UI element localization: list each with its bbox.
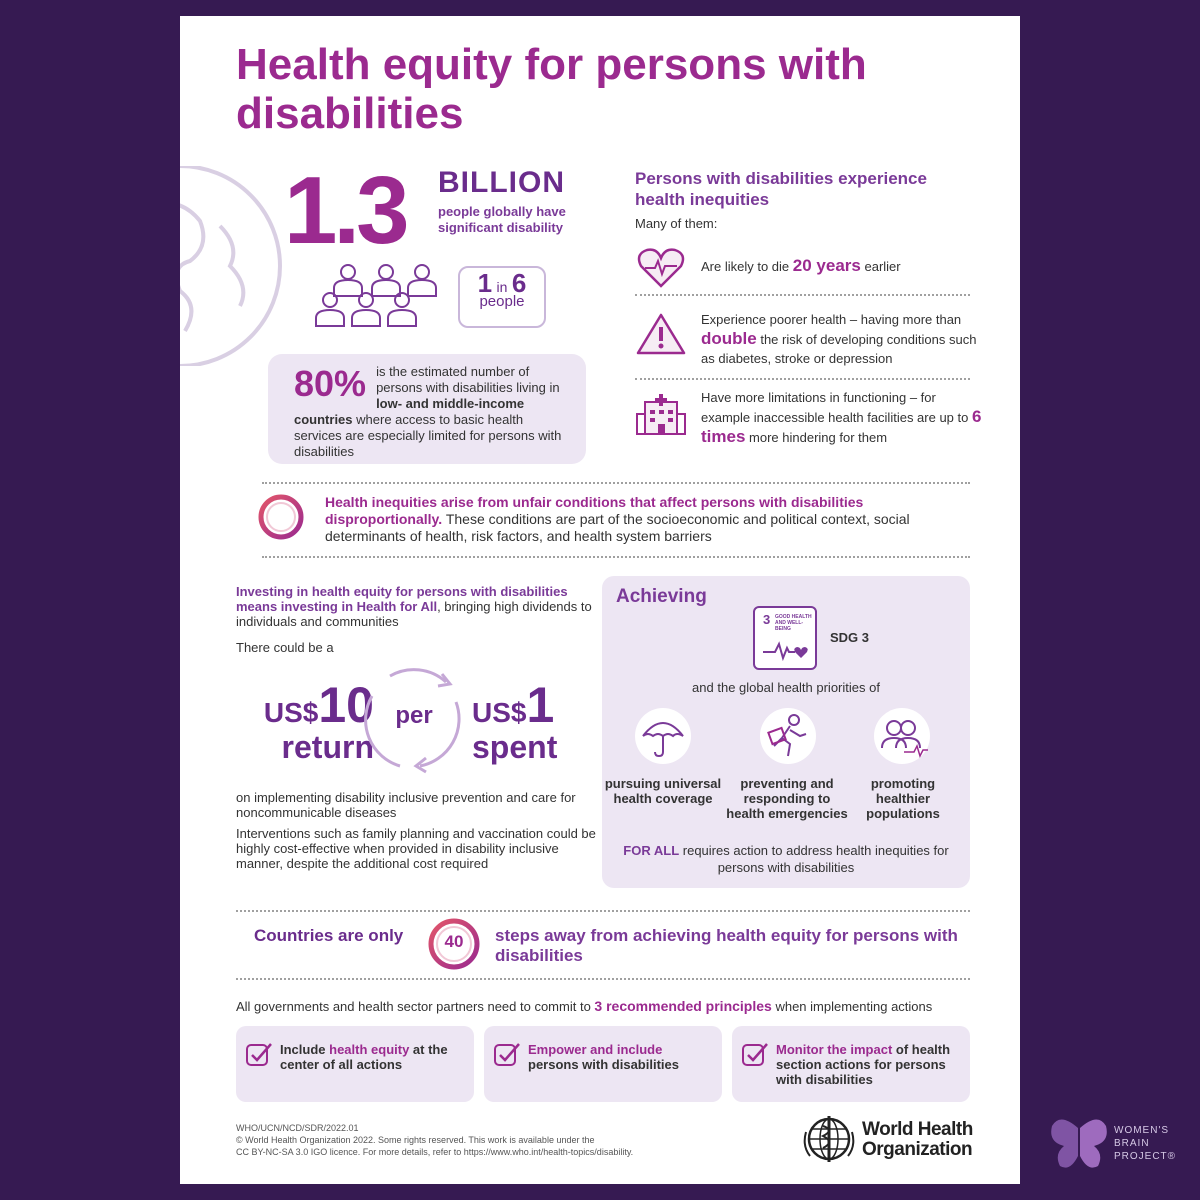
footer-line-1: © World Health Organization 2022. Some rights reserved. This work is available under the — [236, 1135, 595, 1145]
who-emblem-icon — [800, 1112, 858, 1166]
implement-text: on implementing disability inclusive prevention and care for noncommunicable diseases — [236, 790, 576, 820]
priority-label: preventing and responding to health emergencies — [726, 776, 848, 821]
inequity-item — [635, 244, 975, 294]
who-name-line-1: World Health — [862, 1119, 973, 1140]
one-in-six-badge — [458, 266, 546, 328]
inequity-pre: Are likely to die — [701, 259, 790, 274]
principles-intro-bold: 3 recommended principles — [594, 998, 772, 1014]
eighty-percent-box — [268, 354, 586, 464]
spent-word: spent — [472, 729, 558, 765]
interventions-text: Interventions such as family planning and vaccination could be highly cost-effective when provided in disability inclusive manner, despite the additional cost required — [236, 826, 596, 871]
steps-number: 40 — [444, 932, 464, 951]
population-icon — [874, 708, 930, 764]
per-label: per — [395, 702, 433, 729]
return-word: return — [281, 729, 374, 765]
stat-billion-subtitle: people globally have significant disability — [438, 204, 566, 235]
principle-highlight: health equity — [329, 1042, 410, 1057]
pct-value: 80% — [294, 363, 367, 404]
brand-name — [1114, 1124, 1176, 1163]
principle-text — [280, 1042, 466, 1072]
footer-notice — [236, 1122, 696, 1158]
divider — [635, 378, 970, 380]
investing-text — [236, 584, 596, 629]
principle-card — [236, 1026, 474, 1102]
spent-amount: 1 — [526, 677, 555, 733]
inequity-text — [701, 310, 983, 368]
stat-billion: BILLION — [438, 166, 565, 199]
return-amount: 10 — [318, 677, 374, 733]
brand-line-2: BRAIN — [1114, 1138, 1150, 1149]
divider — [236, 910, 970, 912]
inequity-post: earlier — [864, 259, 901, 274]
principle-card — [484, 1026, 722, 1102]
conditions-bold: Health inequities arise from unfair conditions that affect persons with disabilities disproportionally. — [325, 494, 864, 527]
divider — [262, 482, 970, 484]
page-title: Health equity for persons with disabilities — [236, 40, 867, 138]
stat-big-number: 1.3 — [284, 157, 406, 264]
principle-text — [776, 1042, 962, 1087]
inequity-pre: Have more limitations in functioning – for example inaccessible health facilities are up to — [701, 390, 969, 425]
who-name — [862, 1120, 973, 1160]
inequity-text — [701, 388, 983, 447]
ratio-one: 1 — [477, 268, 493, 298]
checkbox-check-icon — [492, 1040, 522, 1070]
principle-text-b: at the center of all actions — [280, 1042, 448, 1072]
footer-line-2: CC BY-NC-SA 3.0 IGO licence. For more details, refer to https://www.who.int/health-topics/disability. — [236, 1147, 634, 1157]
steps-text: steps away from achieving health equity for persons with disabilities — [495, 926, 958, 965]
spent-figure — [472, 676, 592, 764]
people-group-icon — [314, 262, 450, 334]
ratio-people: people — [479, 293, 525, 310]
pct-text-1: is the estimated number of persons with disabilities living in — [376, 364, 560, 395]
principles-intro-pre: All governments and health sector partners need to commit to — [236, 999, 591, 1014]
inequity-item — [635, 304, 975, 376]
priority-label: promoting healthier populations — [866, 776, 940, 821]
principles-intro — [236, 998, 976, 1014]
sdg-small-label: GOOD HEALTH AND WELL-BEING — [775, 614, 812, 632]
inequities-title: Persons with disabilities experience health inequities — [635, 169, 927, 209]
principle-text-b: persons with disabilities — [528, 1057, 679, 1072]
emergency-runner-icon — [760, 708, 816, 764]
ratio-six: 6 — [511, 268, 527, 298]
heart-pulse-icon — [635, 246, 687, 290]
inequity-em: double — [701, 329, 757, 348]
principle-highlight: Empower and include — [528, 1042, 663, 1057]
principle-card — [732, 1026, 970, 1102]
achieving-title: Achieving — [616, 586, 707, 607]
hospital-icon — [635, 392, 687, 436]
footer-code: WHO/UCN/NCD/SDR/2022.01 — [236, 1123, 359, 1133]
sdg3-badge — [753, 606, 817, 670]
inequity-post: more hindering for them — [749, 430, 888, 445]
could-text: There could be a — [236, 640, 334, 655]
priority-label: pursuing universal health coverage — [604, 776, 722, 806]
divider — [635, 294, 970, 296]
divider — [262, 556, 970, 558]
priorities-text: and the global health priorities of — [692, 680, 880, 695]
sdg-pulse-heart-icon — [763, 638, 809, 662]
checkbox-check-icon — [740, 1040, 770, 1070]
butterfly-logo-icon — [1048, 1118, 1110, 1172]
conditions-text — [325, 494, 965, 545]
principle-text — [528, 1042, 714, 1072]
principles-intro-post: when implementing actions — [775, 999, 933, 1014]
inequity-post: the risk of developing conditions such as diabetes, stroke or depression — [701, 332, 977, 366]
investing-bold: Investing in health equity for persons with disabilities means investing in Health for All — [236, 584, 568, 614]
pct-text-2: where access to basic health services are especially limited for persons with disabilities — [294, 412, 562, 459]
inequity-pre: Experience poorer health – having more than — [701, 312, 962, 327]
spent-currency: US$ — [472, 697, 527, 728]
inequity-item — [635, 384, 982, 456]
for-all-text — [602, 842, 970, 876]
principle-text-b: of health section actions for persons with disabilities — [776, 1042, 951, 1087]
inequities-intro: Many of them: — [635, 216, 718, 231]
who-name-line-2: Organization — [862, 1139, 973, 1160]
umbrella-icon — [635, 708, 691, 764]
conditions-rest: These conditions are part of the socioeconomic and political context, social determinants of health, risk factors, and health system barriers — [325, 511, 910, 544]
sdg-label: SDG 3 — [830, 630, 870, 645]
divider — [236, 978, 970, 980]
countries-text: Countries are only — [254, 926, 404, 945]
investing-rest: , bringing high dividends to individuals and communities — [236, 599, 592, 629]
pct-bold: low- and middle-income countries — [294, 396, 525, 427]
for-all-rest: requires action to address health inequities for persons with disabilities — [682, 843, 949, 875]
inequity-text — [701, 256, 983, 276]
return-currency: US$ — [263, 697, 319, 728]
warning-icon — [635, 312, 687, 356]
inequity-em: 20 years — [792, 256, 861, 275]
ratio-in: in — [496, 279, 508, 295]
principle-highlight: Monitor the impact — [776, 1042, 893, 1057]
brand-line-3: PROJECT® — [1114, 1151, 1177, 1162]
sdg-number: 3 — [763, 612, 771, 627]
globe-icon — [180, 166, 290, 366]
principle-text-a: Include — [280, 1042, 330, 1057]
ring-icon — [256, 492, 306, 542]
checkbox-check-icon — [244, 1040, 274, 1070]
infographic-page — [180, 16, 1020, 1184]
return-figure — [234, 676, 374, 764]
brand-line-1: WOMEN'S — [1114, 1125, 1170, 1136]
inequity-em: 6 times — [701, 407, 982, 446]
for-all-bold: FOR ALL — [623, 843, 680, 858]
